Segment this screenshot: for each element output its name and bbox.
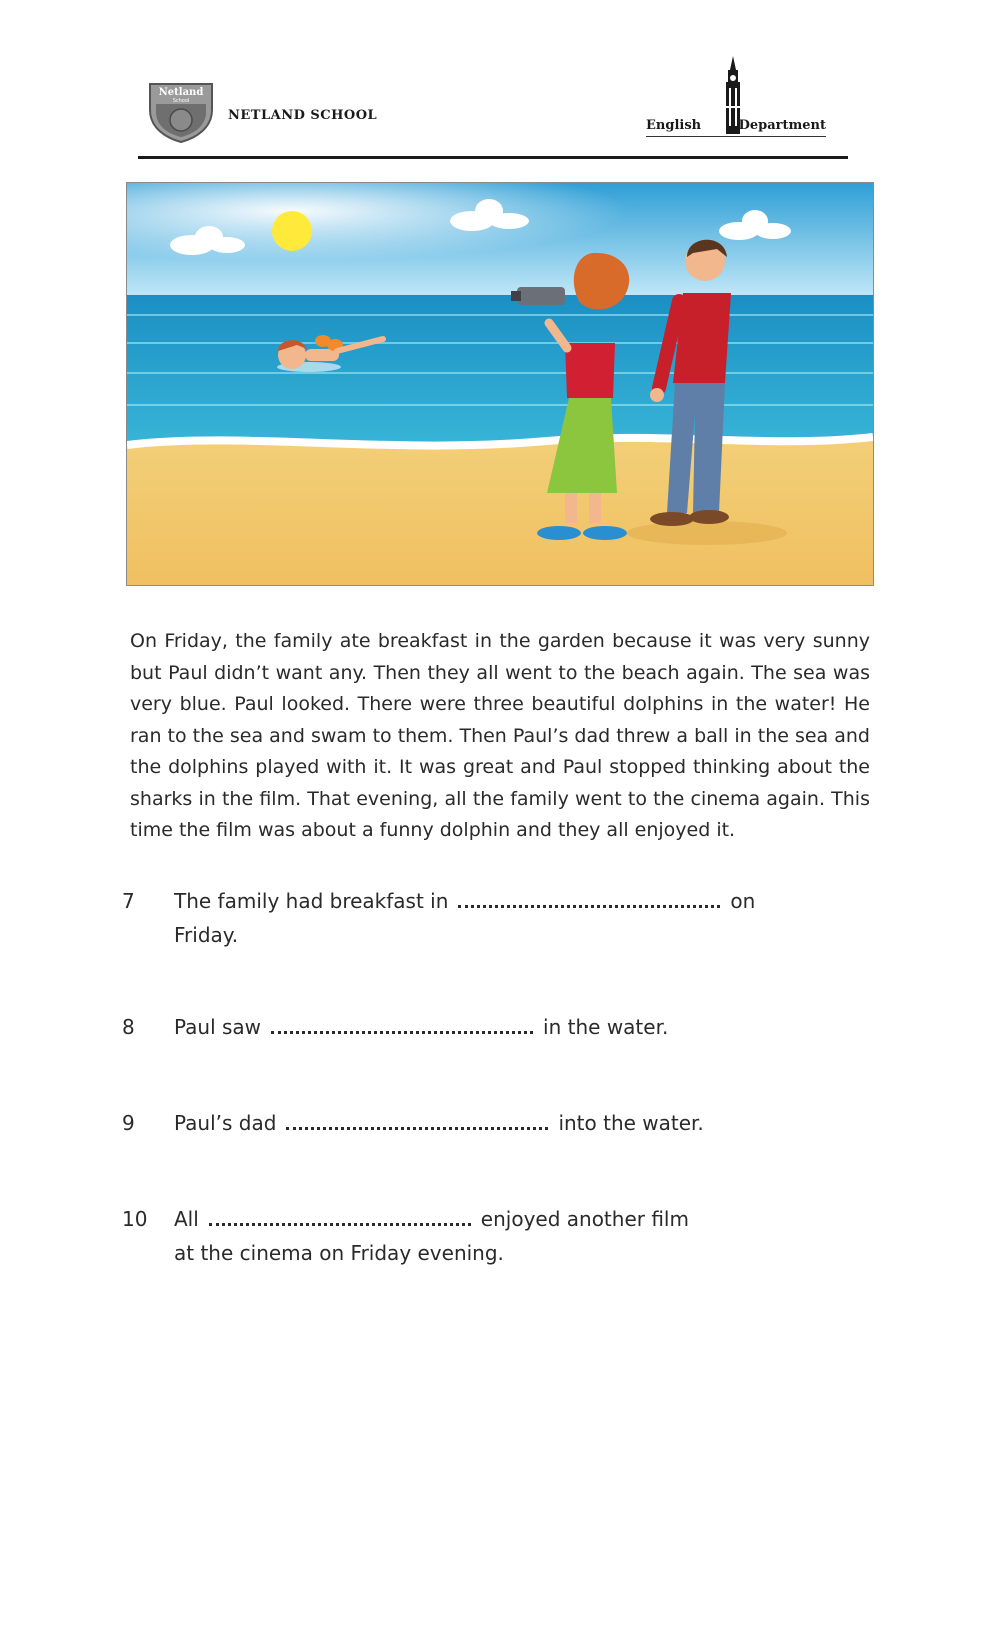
school-name: NETLAND SCHOOL xyxy=(228,108,378,123)
question-body xyxy=(174,1010,814,1044)
question-number: 7 xyxy=(122,889,135,913)
question-text-after: on xyxy=(730,889,756,913)
header-rule xyxy=(138,156,848,159)
question-text-after: into the water. xyxy=(558,1111,704,1135)
answer-blank-8[interactable] xyxy=(271,1015,533,1034)
department-label xyxy=(646,56,826,136)
reading-passage: On Friday, the family ate breakfast in the garden because it was very sunny but Paul didn’t want any. Then they all went to the beach again. The sea was very blue. Paul looked. There were three beautiful dolphins in the water! He ran to the sea and swam to them. Then Paul’s dad threw a ball in the sea and the dolphins played with it. It was great and Paul stopped thinking about the sharks in the film. That evening, all the family went to the cinema again. This time the film was about a funny dolphin and they all enjoyed it. xyxy=(130,630,870,841)
question-text-after: in the water. xyxy=(543,1015,669,1039)
question-text-before: The family had breakfast in xyxy=(174,889,449,913)
question-number: 10 xyxy=(122,1207,148,1231)
answer-blank-7[interactable] xyxy=(458,889,720,908)
question-text-line2: Friday. xyxy=(174,923,239,947)
school-crest-icon xyxy=(146,80,216,144)
question-number: 9 xyxy=(122,1111,135,1135)
beach-illustration xyxy=(126,182,874,586)
question-text-line2: at the cinema on Friday evening. xyxy=(174,1241,504,1265)
question-text-after: enjoyed another film xyxy=(480,1207,689,1231)
logo-text-line2: School xyxy=(172,98,190,104)
question-body xyxy=(174,884,814,952)
logo-text-line1: Netland xyxy=(158,87,204,98)
dept-left-text: English xyxy=(646,118,702,133)
dept-right-text: Department xyxy=(738,118,826,133)
beach-scene-image xyxy=(127,183,873,585)
question-text-before: Paul’s dad xyxy=(174,1111,277,1135)
page-header xyxy=(138,52,848,162)
question-text-before: All xyxy=(174,1207,199,1231)
answer-blank-10[interactable] xyxy=(209,1207,471,1226)
question-body xyxy=(174,1202,814,1270)
question-number: 8 xyxy=(122,1015,135,1039)
answer-blank-9[interactable] xyxy=(286,1111,548,1130)
dept-underline xyxy=(646,136,826,137)
question-text-before: Paul saw xyxy=(174,1015,262,1039)
question-body xyxy=(174,1106,814,1140)
